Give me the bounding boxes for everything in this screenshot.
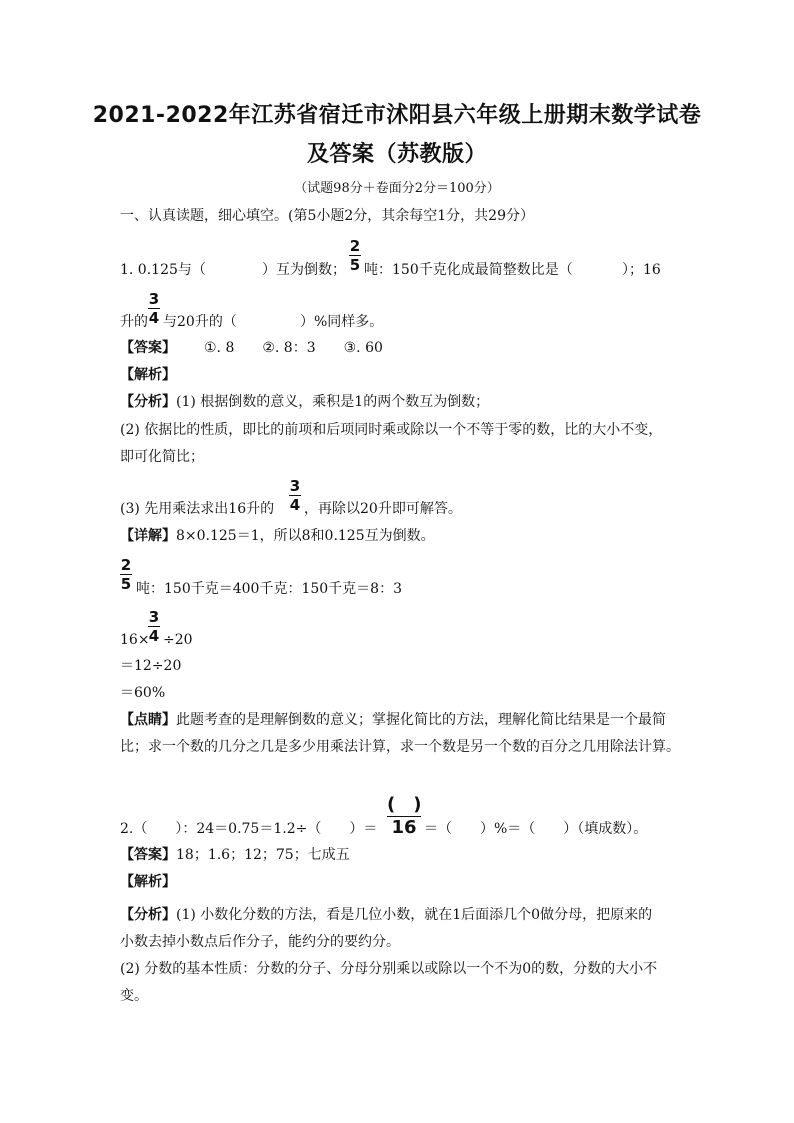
q1-detail-2: 吨：150千克＝400千克：150千克＝8：3 <box>136 581 402 597</box>
q2-text-a: 2.（ ）：24＝0.75＝1.2÷（ ）＝ <box>120 821 378 837</box>
q1-fraction2-numerator: 3 <box>148 290 160 308</box>
fenxi-label: 【分析】 <box>120 907 176 923</box>
q1-text-d: ）；16 <box>622 262 661 278</box>
q2-fenxi-2b: 变。 <box>120 988 148 1004</box>
q1-fraction-numerator: 2 <box>349 237 361 255</box>
q1-fenxi-1 <box>120 393 489 411</box>
q2-fraction-denominator: 16 <box>391 817 417 838</box>
fraction-denominator: 5 <box>120 575 132 593</box>
section-heading: 一、认真读题，细心填空。(第5小题2分，其余每空1分，共29分） <box>120 208 534 224</box>
document-title-line1: 2021-2022年江苏省宿迁市沭阳县六年级上册期末数学试卷 <box>92 103 702 128</box>
q1-detail3-fraction <box>148 609 160 644</box>
q1-line2-b: 与20升的（ <box>163 314 237 330</box>
q1-fenxi-2a: (2) 依据比的性质，即比的前项和后项同时乘或除以一个不等于零的数，比的大小不变， <box>120 422 663 438</box>
q1-fraction2-denominator: 4 <box>148 309 160 327</box>
q1-text-c: 吨：150千克化成最简整数比是（ <box>364 262 573 278</box>
fraction-denominator: 4 <box>148 627 160 645</box>
q1-fenxi-3b: ，再除以20升即可解答。 <box>304 501 462 517</box>
q2-fenxi-1a <box>120 906 652 924</box>
q2-fraction-numerator: ( ) <box>387 794 422 815</box>
q2-analysis-label: 【解析】 <box>120 874 176 890</box>
answer-label: 【答案】 <box>120 340 176 356</box>
document-title-line2: 及答案（苏教版） <box>306 142 487 167</box>
q1-text-b: ）互为倒数； <box>262 262 346 278</box>
fraction-numerator: 2 <box>120 556 132 574</box>
q2-answer <box>120 846 350 864</box>
q1-detail-4: ＝12÷20 <box>120 658 182 674</box>
q1-text-a: 1. 0.125与（ <box>120 262 206 278</box>
fraction-numerator: 3 <box>148 608 160 626</box>
q1-answer-text: ①. 8 ②. 8：3 ③. 60 <box>204 340 383 356</box>
q2-text-b: ＝（ ）%＝（ ）（填成数）。 <box>424 821 648 837</box>
q1-analysis-label: 【解析】 <box>120 367 176 383</box>
q1-answer <box>120 339 383 357</box>
dianjing-label: 【点睛】 <box>120 712 176 728</box>
q1-fenxi-2b: 即可化简比； <box>120 449 204 465</box>
q1-fenxi3-fraction <box>289 478 301 513</box>
fenxi-label: 【分析】 <box>120 394 176 410</box>
q1-line2-a: 升的 <box>120 314 148 330</box>
q2-fraction <box>387 795 421 838</box>
q1-line2-c: ）%同样多。 <box>300 314 384 330</box>
q1-fraction-denominator: 5 <box>349 256 361 274</box>
q1-dianjing-1 <box>120 711 666 729</box>
q2-fenxi-1b: 小数去掉小数点后作分子，能约分的要约分。 <box>120 934 400 950</box>
q2-fenxi-2a: (2) 分数的基本性质：分数的分子、分母分别乘以或除以一个不为0的数，分数的大小不 <box>120 961 658 977</box>
subtitle: （试题98分＋卷面分2分＝100分） <box>294 181 500 196</box>
q1-fenxi-3a: (3) 先用乘法求出16升的 <box>120 501 275 517</box>
q1-detail-1-text: 8×0.125＝1，所以8和0.125互为倒数。 <box>176 528 435 544</box>
q1-detail-5: ＝60% <box>120 685 166 701</box>
q2-fenxi-1a-text: (1) 小数化分数的方法，看是几位小数，就在1后面添几个0做分母，把原来的 <box>176 907 653 923</box>
q1-fraction-2 <box>148 291 160 326</box>
q1-fraction <box>349 238 361 273</box>
detail-label: 【详解】 <box>120 528 176 544</box>
q1-detail-3b: ÷20 <box>163 632 193 648</box>
q1-detail-3a: 16× <box>120 632 150 648</box>
q1-dianjing-1-text: 此题考查的是理解倒数的意义；掌握化简比的方法，理解化简比结果是一个最简 <box>176 712 666 728</box>
fraction-numerator: 3 <box>289 477 301 495</box>
answer-label: 【答案】 <box>120 847 176 863</box>
q1-dianjing-2: 比；求一个数的几分之几是多少用乘法计算，求一个数是另一个数的百分之几用除法计算。 <box>120 739 680 755</box>
q1-fenxi-1-text: (1) 根据倒数的意义，乘积是1的两个数互为倒数； <box>176 394 490 410</box>
fraction-denominator: 4 <box>289 496 301 514</box>
q1-detail-1 <box>120 527 435 545</box>
q2-answer-text: 18；1.6；12；75；七成五 <box>176 847 350 863</box>
q1-detail2-fraction <box>120 557 132 592</box>
